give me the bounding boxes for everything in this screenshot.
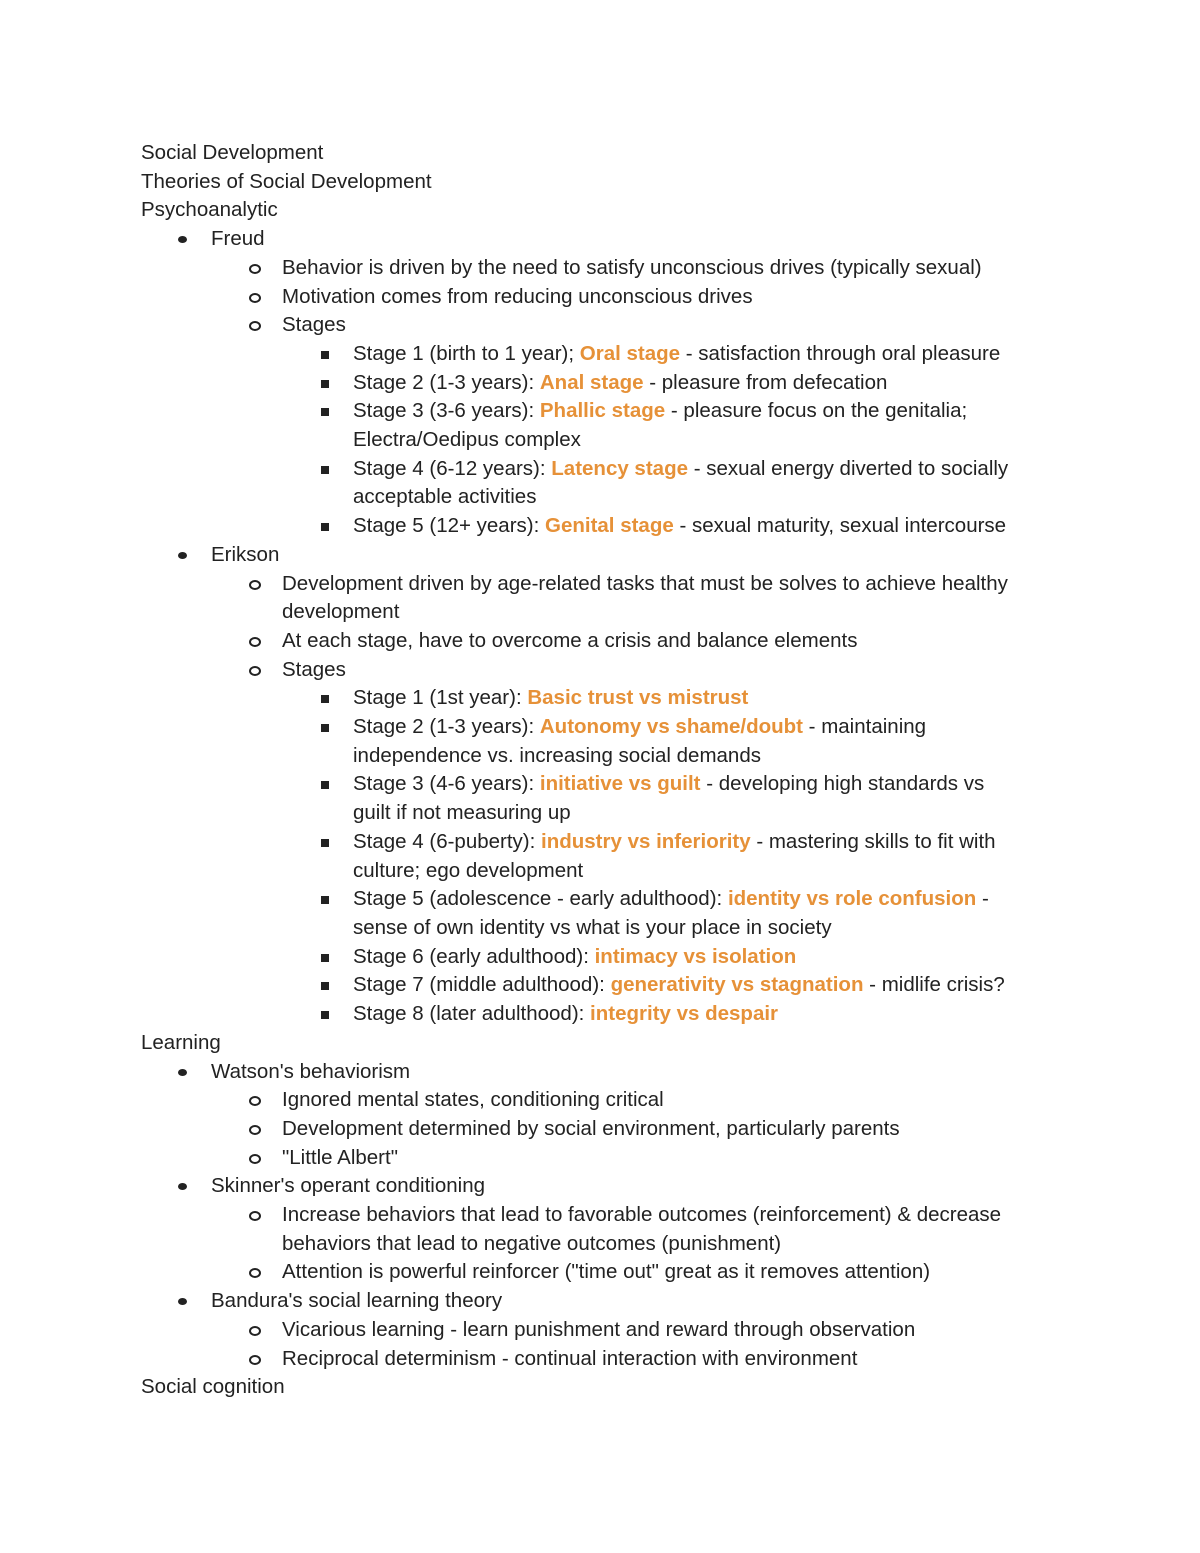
highlighted-term: Genital stage [545, 514, 674, 538]
list-item-continuation [141, 742, 1101, 771]
text-run: Freud [211, 227, 265, 251]
text-run: Stage 5 (12+ years): [353, 514, 546, 538]
highlighted-term: Phallic stage [539, 399, 666, 423]
text-run: Stage 1 (birth to 1 year); [353, 341, 580, 365]
filled-circle-bullet-icon [178, 236, 187, 243]
text-run: Development determined by social environment, particularly parents [282, 1116, 900, 1140]
text-run: At each stage, have to overcome a crisis and balance elements [282, 628, 858, 652]
text-run: Stage 8 (later adulthood): [353, 1002, 591, 1026]
text-run: "Little Albert" [282, 1145, 398, 1169]
text-run: Psychoanalytic [141, 198, 278, 222]
list-item [141, 254, 1101, 283]
square-bullet-icon [321, 380, 329, 388]
list-item [141, 1115, 1101, 1144]
text-run: Stage 5 (adolescence - early adulthood): [353, 887, 728, 911]
text-run: Behavior is driven by the need to satisfy unconscious drives (typically sexual) [282, 255, 982, 279]
list-item [141, 1058, 1101, 1087]
text-run: Stage 1 (1st year): [353, 686, 528, 710]
text-run: Watson's behaviorism [211, 1059, 411, 1083]
highlighted-term: Autonomy vs shame/doubt [539, 715, 803, 739]
text-run: Theories of Social Development [141, 169, 432, 193]
text-run: Stages [282, 657, 346, 681]
text-run: Stage 7 (middle adulthood): [353, 973, 611, 997]
text-run: - satisfaction through oral pleasure [680, 341, 1001, 365]
filled-circle-bullet-icon [178, 552, 187, 559]
text-run: sense of own identity vs what is your place in society [353, 915, 832, 939]
text-run: - sexual maturity, sexual intercourse [673, 514, 1007, 538]
text-run: - sexual energy diverted to socially [688, 456, 1009, 480]
text-run: Motivation comes from reducing unconscious drives [282, 284, 753, 308]
list-item [141, 1258, 1101, 1287]
list-item [141, 340, 1101, 369]
filled-circle-bullet-icon [178, 1183, 187, 1190]
square-bullet-icon [321, 724, 329, 732]
text-run: Erikson [211, 542, 280, 566]
text-run: Stage 4 (6-puberty): [353, 829, 542, 853]
hollow-circle-bullet-icon [249, 580, 261, 590]
square-bullet-icon [321, 523, 329, 531]
text-run: Increase behaviors that lead to favorable outcomes (reinforcement) & decrease [282, 1203, 1002, 1227]
hollow-circle-bullet-icon [249, 1355, 261, 1365]
square-bullet-icon [321, 839, 329, 847]
text-run: Stage 2 (1-3 years): [353, 715, 540, 739]
list-item-continuation [141, 426, 1101, 455]
text-run: - [976, 887, 989, 911]
text-run: Stage 3 (4-6 years): [353, 772, 540, 796]
square-bullet-icon [321, 351, 329, 359]
list-item [141, 1287, 1101, 1316]
highlighted-term: Latency stage [551, 456, 688, 480]
text-run: culture; ego development [353, 858, 584, 882]
list-item-continuation [141, 857, 1101, 886]
text-run: Attention is powerful reinforcer ("time out" great as it removes attention) [282, 1260, 931, 1284]
text-run: Stage 4 (6-12 years): [353, 456, 552, 480]
hollow-circle-bullet-icon [249, 1326, 261, 1336]
filled-circle-bullet-icon [178, 1298, 187, 1305]
text-run: Ignored mental states, conditioning critical [282, 1088, 664, 1112]
text-run: Vicarious learning - learn punishment and reward through observation [282, 1317, 916, 1341]
list-item [141, 656, 1101, 685]
square-bullet-icon [321, 781, 329, 789]
list-item [141, 512, 1101, 541]
text-run: - mastering skills to fit with [750, 829, 996, 853]
list-item [141, 570, 1101, 599]
text-run: Stage 2 (1-3 years): [353, 370, 540, 394]
highlighted-term: Anal stage [539, 370, 644, 394]
list-item [141, 1086, 1101, 1115]
list-item [141, 943, 1101, 972]
highlighted-term: Basic trust vs mistrust [527, 686, 749, 710]
list-item [141, 770, 1101, 799]
square-bullet-icon [321, 695, 329, 703]
list-item [141, 1201, 1101, 1230]
section-heading [141, 196, 1101, 225]
highlighted-term: intimacy vs isolation [594, 944, 797, 968]
highlighted-term: Oral stage [579, 341, 681, 365]
text-run: Stages [282, 313, 346, 337]
text-run: - pleasure focus on the genitalia; [665, 399, 968, 423]
list-item [141, 225, 1101, 254]
list-item [141, 828, 1101, 857]
square-bullet-icon [321, 1011, 329, 1019]
list-item [141, 885, 1101, 914]
square-bullet-icon [321, 982, 329, 990]
list-item [141, 1345, 1101, 1374]
section-heading [141, 168, 1101, 197]
hollow-circle-bullet-icon [249, 321, 261, 331]
hollow-circle-bullet-icon [249, 1211, 261, 1221]
text-run: Social cognition [141, 1375, 285, 1399]
list-item [141, 397, 1101, 426]
hollow-circle-bullet-icon [249, 264, 261, 274]
list-item-continuation [141, 483, 1101, 512]
text-run: Learning [141, 1030, 221, 1054]
text-run: - midlife crisis? [863, 973, 1005, 997]
highlighted-term: integrity vs despair [590, 1002, 779, 1026]
text-run: Electra/Oedipus complex [353, 428, 581, 452]
hollow-circle-bullet-icon [249, 1096, 261, 1106]
list-item [141, 311, 1101, 340]
list-item [141, 455, 1101, 484]
text-run: acceptable activities [353, 485, 537, 509]
text-run: Development driven by age-related tasks that must be solves to achieve healthy [282, 571, 1008, 595]
list-item [141, 1144, 1101, 1173]
text-run: guilt if not measuring up [353, 801, 571, 825]
highlighted-term: generativity vs stagnation [610, 973, 864, 997]
section-heading [141, 1373, 1101, 1402]
list-item [141, 1000, 1101, 1029]
text-run: independence vs. increasing social demands [353, 743, 761, 767]
square-bullet-icon [321, 466, 329, 474]
highlighted-term: identity vs role confusion [727, 887, 977, 911]
text-run: Stage 3 (3-6 years): [353, 399, 540, 423]
list-item [141, 541, 1101, 570]
list-item [141, 627, 1101, 656]
text-run: Reciprocal determinism - continual interaction with environment [282, 1346, 858, 1370]
square-bullet-icon [321, 408, 329, 416]
hollow-circle-bullet-icon [249, 1268, 261, 1278]
text-run: Skinner's operant conditioning [211, 1174, 486, 1198]
section-heading [141, 139, 1101, 168]
text-run: Social Development [141, 141, 324, 164]
text-run: - maintaining [802, 715, 927, 739]
text-run: - developing high standards vs [700, 772, 985, 796]
list-item [141, 1172, 1101, 1201]
text-run: - pleasure from defecation [643, 370, 888, 394]
list-item [141, 369, 1101, 398]
list-item [141, 283, 1101, 312]
highlighted-term: industry vs inferiority [541, 829, 751, 853]
filled-circle-bullet-icon [178, 1069, 187, 1076]
list-item [141, 971, 1101, 1000]
text-run: Bandura's social learning theory [211, 1289, 503, 1313]
text-run: development [282, 600, 400, 624]
list-item [141, 713, 1101, 742]
highlighted-term: initiative vs guilt [539, 772, 701, 796]
list-item [141, 684, 1101, 713]
section-heading [141, 1029, 1101, 1058]
list-item-continuation [141, 799, 1101, 828]
list-item-continuation [141, 598, 1101, 627]
hollow-circle-bullet-icon [249, 1125, 261, 1135]
text-run: Stage 6 (early adulthood): [353, 944, 595, 968]
hollow-circle-bullet-icon [249, 293, 261, 303]
hollow-circle-bullet-icon [249, 637, 261, 647]
square-bullet-icon [321, 896, 329, 904]
list-item [141, 1316, 1101, 1345]
list-item-continuation [141, 1230, 1101, 1259]
text-run: behaviors that lead to negative outcomes (punishment) [282, 1231, 782, 1255]
square-bullet-icon [321, 954, 329, 962]
list-item-continuation [141, 914, 1101, 943]
document-body [141, 139, 1101, 1402]
hollow-circle-bullet-icon [249, 666, 261, 676]
hollow-circle-bullet-icon [249, 1154, 261, 1164]
